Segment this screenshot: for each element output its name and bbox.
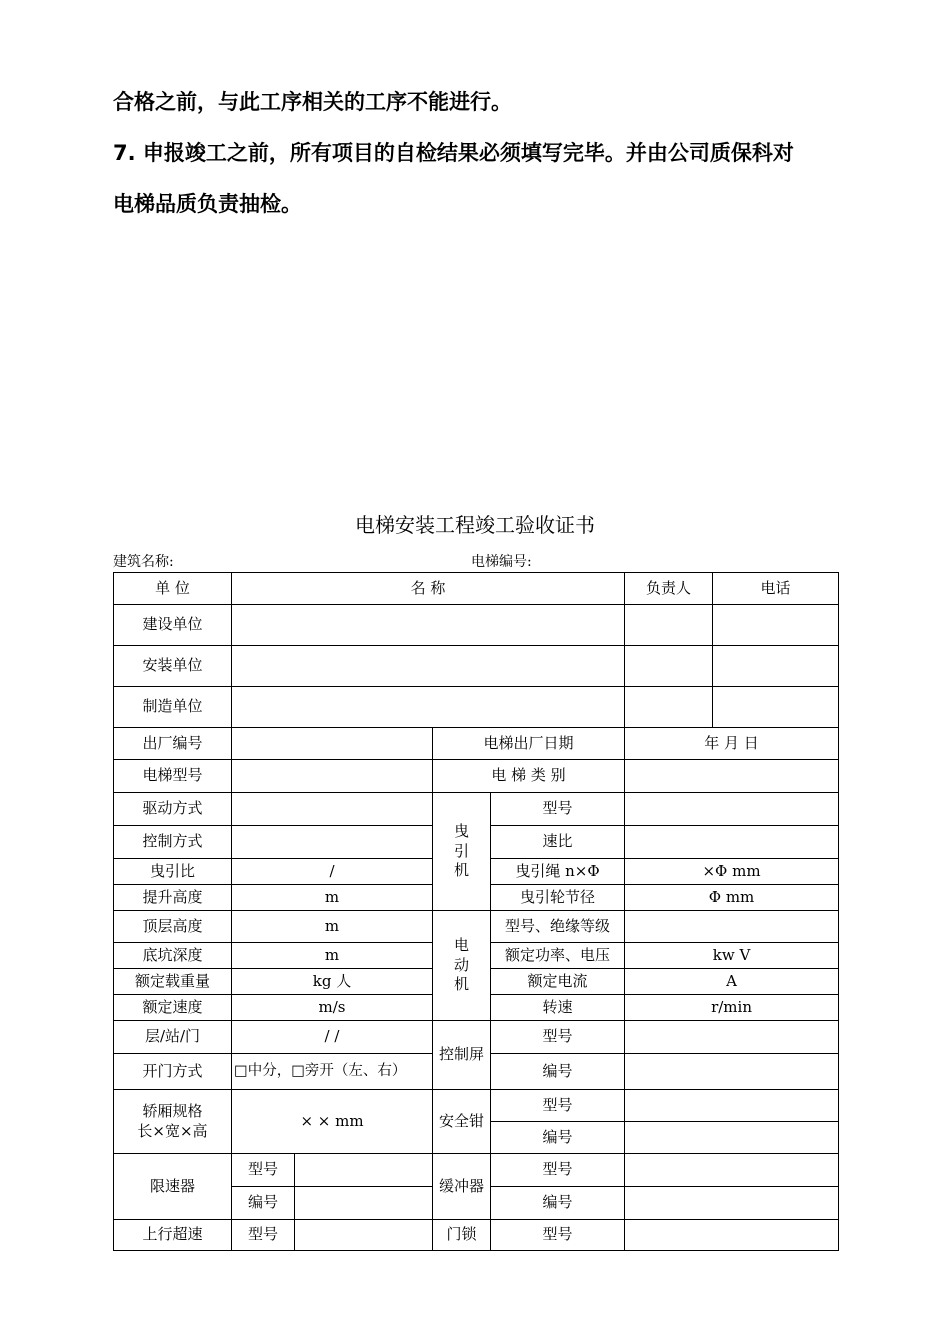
safety-gear-number-label: 编号 bbox=[491, 1122, 625, 1154]
safety-gear-number-cell[interactable] bbox=[625, 1122, 839, 1154]
safety-gear-model-label: 型号 bbox=[491, 1090, 625, 1122]
header-name: 名 称 bbox=[232, 573, 625, 605]
table-row bbox=[114, 605, 839, 646]
motor-char-2: 动 bbox=[453, 955, 469, 974]
rated-load-label: 额定载重量 bbox=[114, 969, 232, 995]
control-panel-model-label: 型号 bbox=[491, 1021, 625, 1054]
installation-unit-name-cell[interactable] bbox=[232, 646, 625, 687]
manufacturer-unit-name-cell[interactable] bbox=[232, 687, 625, 728]
floors-stops-doors-cell[interactable]: / / bbox=[232, 1021, 433, 1054]
installation-unit-phone-cell[interactable] bbox=[713, 646, 839, 687]
elevator-model-cell[interactable] bbox=[232, 760, 433, 793]
motor-group-label bbox=[433, 911, 491, 1021]
table-row bbox=[114, 687, 839, 728]
paragraph-line-2: 7. 申报竣工之前，所有项目的自检结果必须填写完毕。并由公司质保科对 bbox=[113, 141, 794, 165]
buffer-label: 缓冲器 bbox=[433, 1154, 491, 1220]
table-row bbox=[114, 646, 839, 687]
pit-depth-cell[interactable]: m bbox=[232, 943, 433, 969]
construction-unit-person-cell[interactable] bbox=[625, 605, 713, 646]
rated-speed-cell[interactable]: m/s bbox=[232, 995, 433, 1021]
motor-char-1: 电 bbox=[453, 936, 469, 955]
car-size-label-line-2: 长×宽×高 bbox=[137, 1121, 208, 1140]
installation-unit-label: 安装单位 bbox=[114, 646, 232, 687]
manufacturer-unit-person-cell[interactable] bbox=[625, 687, 713, 728]
acceptance-certificate-table bbox=[113, 572, 839, 1251]
header-row bbox=[114, 573, 839, 605]
factory-number-cell[interactable] bbox=[232, 728, 433, 760]
rpm-label: 转速 bbox=[491, 995, 625, 1021]
rated-power-label: 额定功率、电压 bbox=[491, 943, 625, 969]
elevator-category-cell[interactable] bbox=[625, 760, 839, 793]
governor-number-label: 编号 bbox=[232, 1187, 295, 1220]
safety-gear-model-cell[interactable] bbox=[625, 1090, 839, 1122]
upward-overspeed-model-cell[interactable] bbox=[295, 1220, 433, 1251]
control-panel-number-cell[interactable] bbox=[625, 1054, 839, 1090]
table-row bbox=[114, 793, 839, 826]
drive-mode-cell[interactable] bbox=[232, 793, 433, 826]
control-mode-cell[interactable] bbox=[232, 826, 433, 859]
factory-date-cell[interactable]: 年 月 日 bbox=[625, 728, 839, 760]
table-row bbox=[114, 728, 839, 760]
manufacturer-unit-label: 制造单位 bbox=[114, 687, 232, 728]
construction-unit-label: 建设单位 bbox=[114, 605, 232, 646]
rated-speed-label: 额定速度 bbox=[114, 995, 232, 1021]
governor-label: 限速器 bbox=[114, 1154, 232, 1220]
factory-date-label: 电梯出厂日期 bbox=[433, 728, 625, 760]
header-person: 负责人 bbox=[625, 573, 713, 605]
door-lock-model-label: 型号 bbox=[491, 1220, 625, 1251]
table-row bbox=[114, 1090, 839, 1122]
governor-model-label: 型号 bbox=[232, 1154, 295, 1187]
installation-unit-person-cell[interactable] bbox=[625, 646, 713, 687]
door-opening-label: 开门方式 bbox=[114, 1054, 232, 1090]
factory-number-label: 出厂编号 bbox=[114, 728, 232, 760]
buffer-number-label: 编号 bbox=[491, 1187, 625, 1220]
table-row bbox=[114, 911, 839, 943]
elevator-number-label: 电梯编号: bbox=[471, 554, 532, 570]
traction-machine-group-label bbox=[433, 793, 491, 911]
table-row bbox=[114, 1220, 839, 1251]
upward-overspeed-model-label: 型号 bbox=[232, 1220, 295, 1251]
table-row bbox=[114, 1021, 839, 1054]
governor-model-cell[interactable] bbox=[295, 1154, 433, 1187]
construction-unit-phone-cell[interactable] bbox=[713, 605, 839, 646]
sheave-diameter-label: 曳引轮节径 bbox=[491, 885, 625, 911]
rated-current-cell[interactable]: A bbox=[625, 969, 839, 995]
top-floor-height-label: 顶层高度 bbox=[114, 911, 232, 943]
door-lock-model-cell[interactable] bbox=[625, 1220, 839, 1251]
elevator-model-label: 电梯型号 bbox=[114, 760, 232, 793]
rated-load-cell[interactable]: kg 人 bbox=[232, 969, 433, 995]
rope-label: 曳引绳 n×Φ bbox=[491, 859, 625, 885]
drive-mode-label: 驱动方式 bbox=[114, 793, 232, 826]
motor-model-label: 型号、绝缘等级 bbox=[491, 911, 625, 943]
form-title: 电梯安装工程竣工验收证书 bbox=[355, 513, 595, 537]
construction-unit-name-cell[interactable] bbox=[232, 605, 625, 646]
safety-gear-label: 安全钳 bbox=[433, 1090, 491, 1154]
pit-depth-label: 底坑深度 bbox=[114, 943, 232, 969]
paragraph-line-1: 合格之前，与此工序相关的工序不能进行。 bbox=[113, 90, 512, 114]
control-mode-label: 控制方式 bbox=[114, 826, 232, 859]
control-panel-number-label: 编号 bbox=[491, 1054, 625, 1090]
rpm-cell[interactable]: r/min bbox=[625, 995, 839, 1021]
traction-model-label: 型号 bbox=[491, 793, 625, 826]
rope-cell[interactable]: ×Φ mm bbox=[625, 859, 839, 885]
paragraph-line-3: 电梯品质负责抽检。 bbox=[113, 192, 302, 216]
control-panel-label: 控制屏 bbox=[433, 1021, 491, 1090]
floors-stops-doors-label: 层/站/门 bbox=[114, 1021, 232, 1054]
car-size-label bbox=[114, 1090, 232, 1154]
buffer-model-cell[interactable] bbox=[625, 1154, 839, 1187]
manufacturer-unit-phone-cell[interactable] bbox=[713, 687, 839, 728]
lift-height-cell[interactable]: m bbox=[232, 885, 433, 911]
buffer-model-label: 型号 bbox=[491, 1154, 625, 1187]
control-panel-model-cell[interactable] bbox=[625, 1021, 839, 1054]
table-row bbox=[114, 1154, 839, 1187]
top-floor-height-cell[interactable]: m bbox=[232, 911, 433, 943]
motor-char-3: 机 bbox=[453, 975, 469, 994]
door-opening-cell[interactable]: □中分，□旁开（左、右） bbox=[232, 1054, 433, 1090]
upward-overspeed-label: 上行超速 bbox=[114, 1220, 232, 1251]
car-size-cell[interactable]: × × mm bbox=[232, 1090, 433, 1154]
door-lock-label: 门锁 bbox=[433, 1220, 491, 1251]
traction-model-cell[interactable] bbox=[625, 793, 839, 826]
motor-model-cell[interactable] bbox=[625, 911, 839, 943]
traction-ratio-cell[interactable]: / bbox=[232, 859, 433, 885]
traction-char-3: 机 bbox=[453, 861, 469, 880]
speed-ratio-cell[interactable] bbox=[625, 826, 839, 859]
traction-ratio-label: 曳引比 bbox=[114, 859, 232, 885]
table-row bbox=[114, 760, 839, 793]
sheave-diameter-cell[interactable]: Φ mm bbox=[625, 885, 839, 911]
rated-power-cell[interactable]: kw V bbox=[625, 943, 839, 969]
header-unit: 单 位 bbox=[114, 573, 232, 605]
buffer-number-cell[interactable] bbox=[625, 1187, 839, 1220]
header-phone: 电话 bbox=[713, 573, 839, 605]
car-size-label-line-1: 轿厢规格 bbox=[142, 1102, 203, 1120]
speed-ratio-label: 速比 bbox=[491, 826, 625, 859]
rated-current-label: 额定电流 bbox=[491, 969, 625, 995]
lift-height-label: 提升高度 bbox=[114, 885, 232, 911]
governor-number-cell[interactable] bbox=[295, 1187, 433, 1220]
elevator-category-label: 电 梯 类 别 bbox=[433, 760, 625, 793]
building-name-label: 建筑名称: bbox=[113, 554, 174, 570]
traction-char-2: 引 bbox=[453, 841, 469, 860]
traction-char-1: 曳 bbox=[453, 822, 469, 841]
